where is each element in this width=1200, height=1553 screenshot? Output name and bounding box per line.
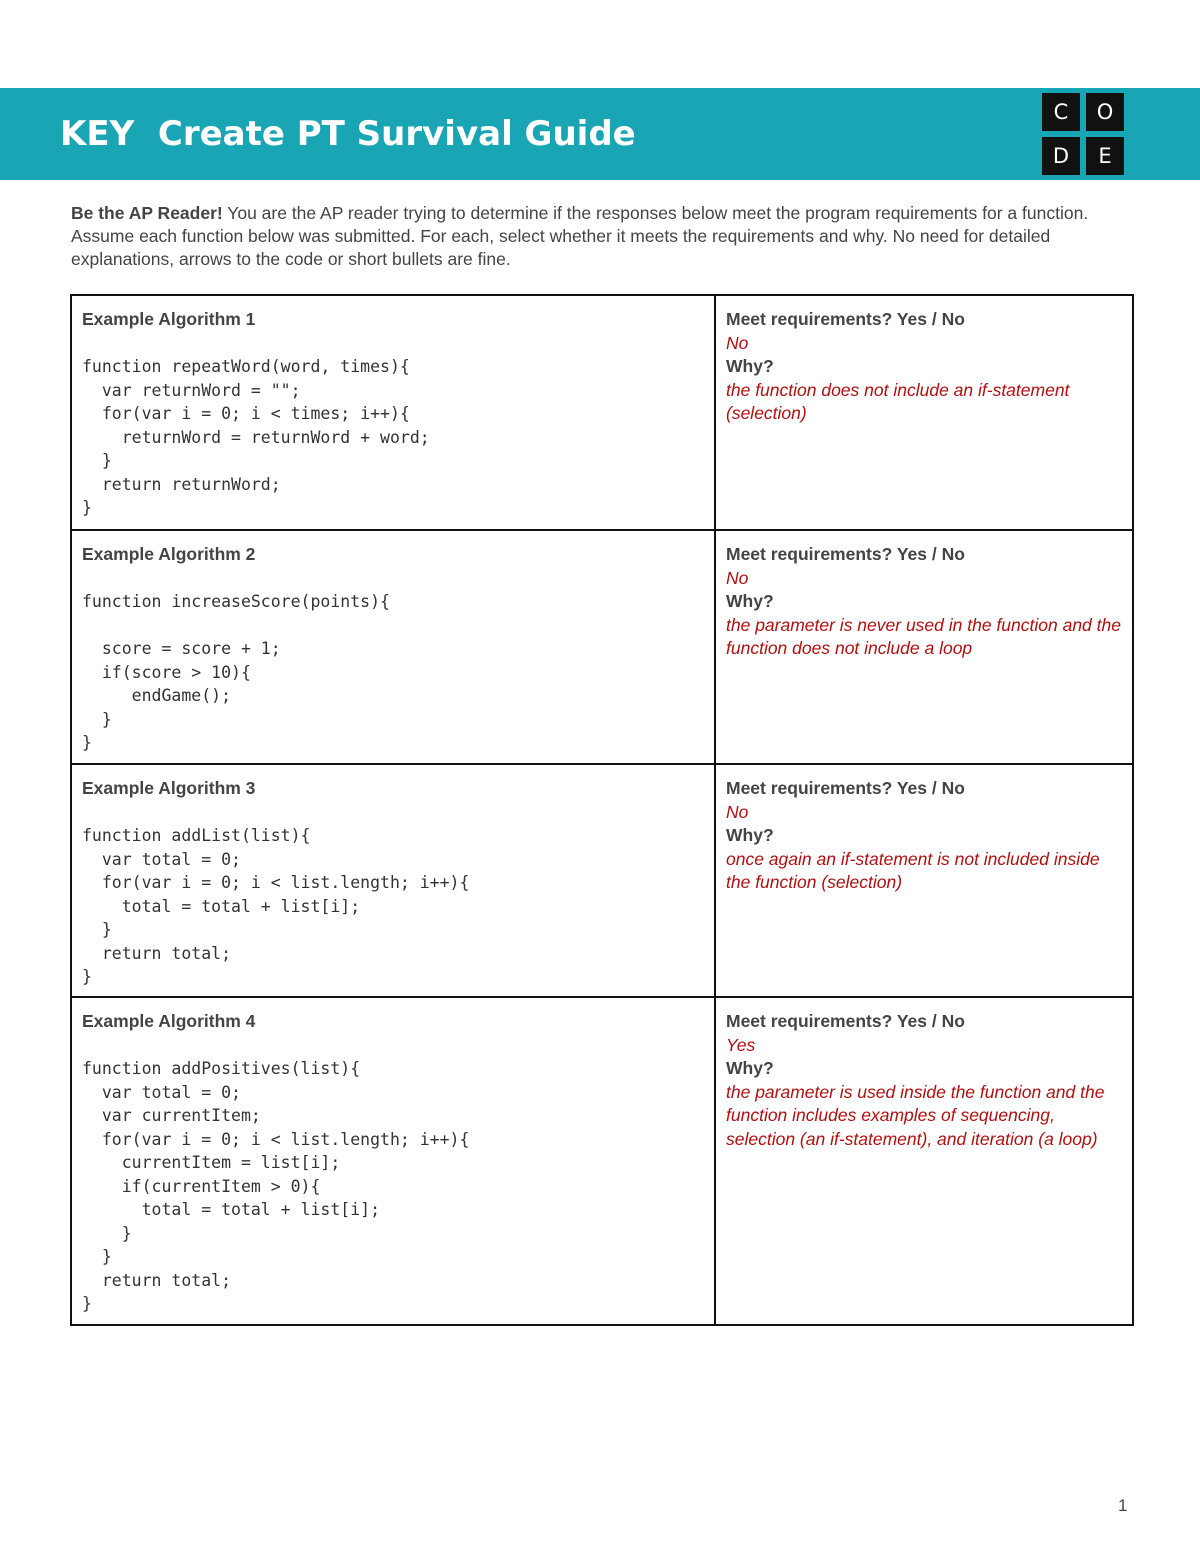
- example-code-cell: [71, 530, 715, 764]
- requirements-question: Meet requirements? Yes / No: [726, 778, 965, 798]
- header-banner: [0, 88, 1200, 180]
- examples-table: [70, 294, 1134, 1326]
- logo-letter-o: O: [1086, 93, 1124, 131]
- example-code-cell: [71, 295, 715, 530]
- why-answer: the parameter is used inside the function and the function includes examples of sequencing, selection (an if-statement), and iteration (a loop): [726, 1081, 1105, 1149]
- requirements-question: Meet requirements? Yes / No: [726, 1011, 965, 1031]
- requirements-answer: Yes: [726, 1034, 756, 1055]
- logo-letter-d: D: [1042, 137, 1080, 175]
- example-title: Example Algorithm 1: [82, 309, 256, 329]
- example-code-cell: [71, 997, 715, 1325]
- table-row: [71, 997, 1133, 1325]
- why-label: Why?: [726, 825, 774, 845]
- evaluation-cell: [715, 295, 1133, 530]
- page-title: KEY Create PT Survival Guide: [60, 114, 636, 154]
- example-code: function increaseScore(points){ score = score + 1; if(score > 10){ endGame(); } }: [82, 592, 390, 752]
- requirements-answer: No: [726, 567, 749, 588]
- example-code: function addPositives(list){ var total = 0; var currentItem; for(var i = 0; i < list.length; i++){ currentItem = list[i]; if(currentItem > 0){ total = total + list[i]; } } return total; }: [82, 1059, 470, 1313]
- why-answer: the parameter is never used in the function and the function does not include a loop: [726, 614, 1121, 658]
- why-label: Why?: [726, 591, 774, 611]
- instructions-text: You are the AP reader trying to determine if the responses below meet the program requirements for a function. Assume each function below was submitted. For each, select whether it meets the requirements and why. No need for detailed explanations, arrows to the code or short bullets are fine.: [71, 203, 1089, 269]
- instructions-lead: Be the AP Reader!: [71, 203, 223, 223]
- table-row: [71, 764, 1133, 997]
- example-title: Example Algorithm 2: [82, 544, 256, 564]
- table-row: [71, 295, 1133, 530]
- logo-letter-e: E: [1086, 137, 1124, 175]
- table-row: [71, 530, 1133, 764]
- requirements-answer: No: [726, 801, 749, 822]
- requirements-question: Meet requirements? Yes / No: [726, 309, 965, 329]
- logo-letter-c: C: [1042, 93, 1080, 131]
- example-code: function addList(list){ var total = 0; for(var i = 0; i < list.length; i++){ total = total + list[i]; } return total; }: [82, 826, 470, 986]
- evaluation-cell: [715, 997, 1133, 1325]
- example-code-cell: [71, 764, 715, 997]
- example-code: function repeatWord(word, times){ var returnWord = ""; for(var i = 0; i < times; i++){ returnWord = returnWord + word; } return returnWord; }: [82, 357, 430, 517]
- why-label: Why?: [726, 1058, 774, 1078]
- page-number: 1: [1118, 1496, 1128, 1515]
- why-label: Why?: [726, 356, 774, 376]
- why-answer: the function does not include an if-statement (selection): [726, 379, 1070, 423]
- requirements-question: Meet requirements? Yes / No: [726, 544, 965, 564]
- example-title: Example Algorithm 4: [82, 1011, 256, 1031]
- why-answer: once again an if-statement is not included inside the function (selection): [726, 848, 1100, 892]
- example-title: Example Algorithm 3: [82, 778, 256, 798]
- instructions: [71, 202, 1131, 271]
- evaluation-cell: [715, 764, 1133, 997]
- requirements-answer: No: [726, 332, 749, 353]
- code-org-logo: [1042, 93, 1126, 177]
- evaluation-cell: [715, 530, 1133, 764]
